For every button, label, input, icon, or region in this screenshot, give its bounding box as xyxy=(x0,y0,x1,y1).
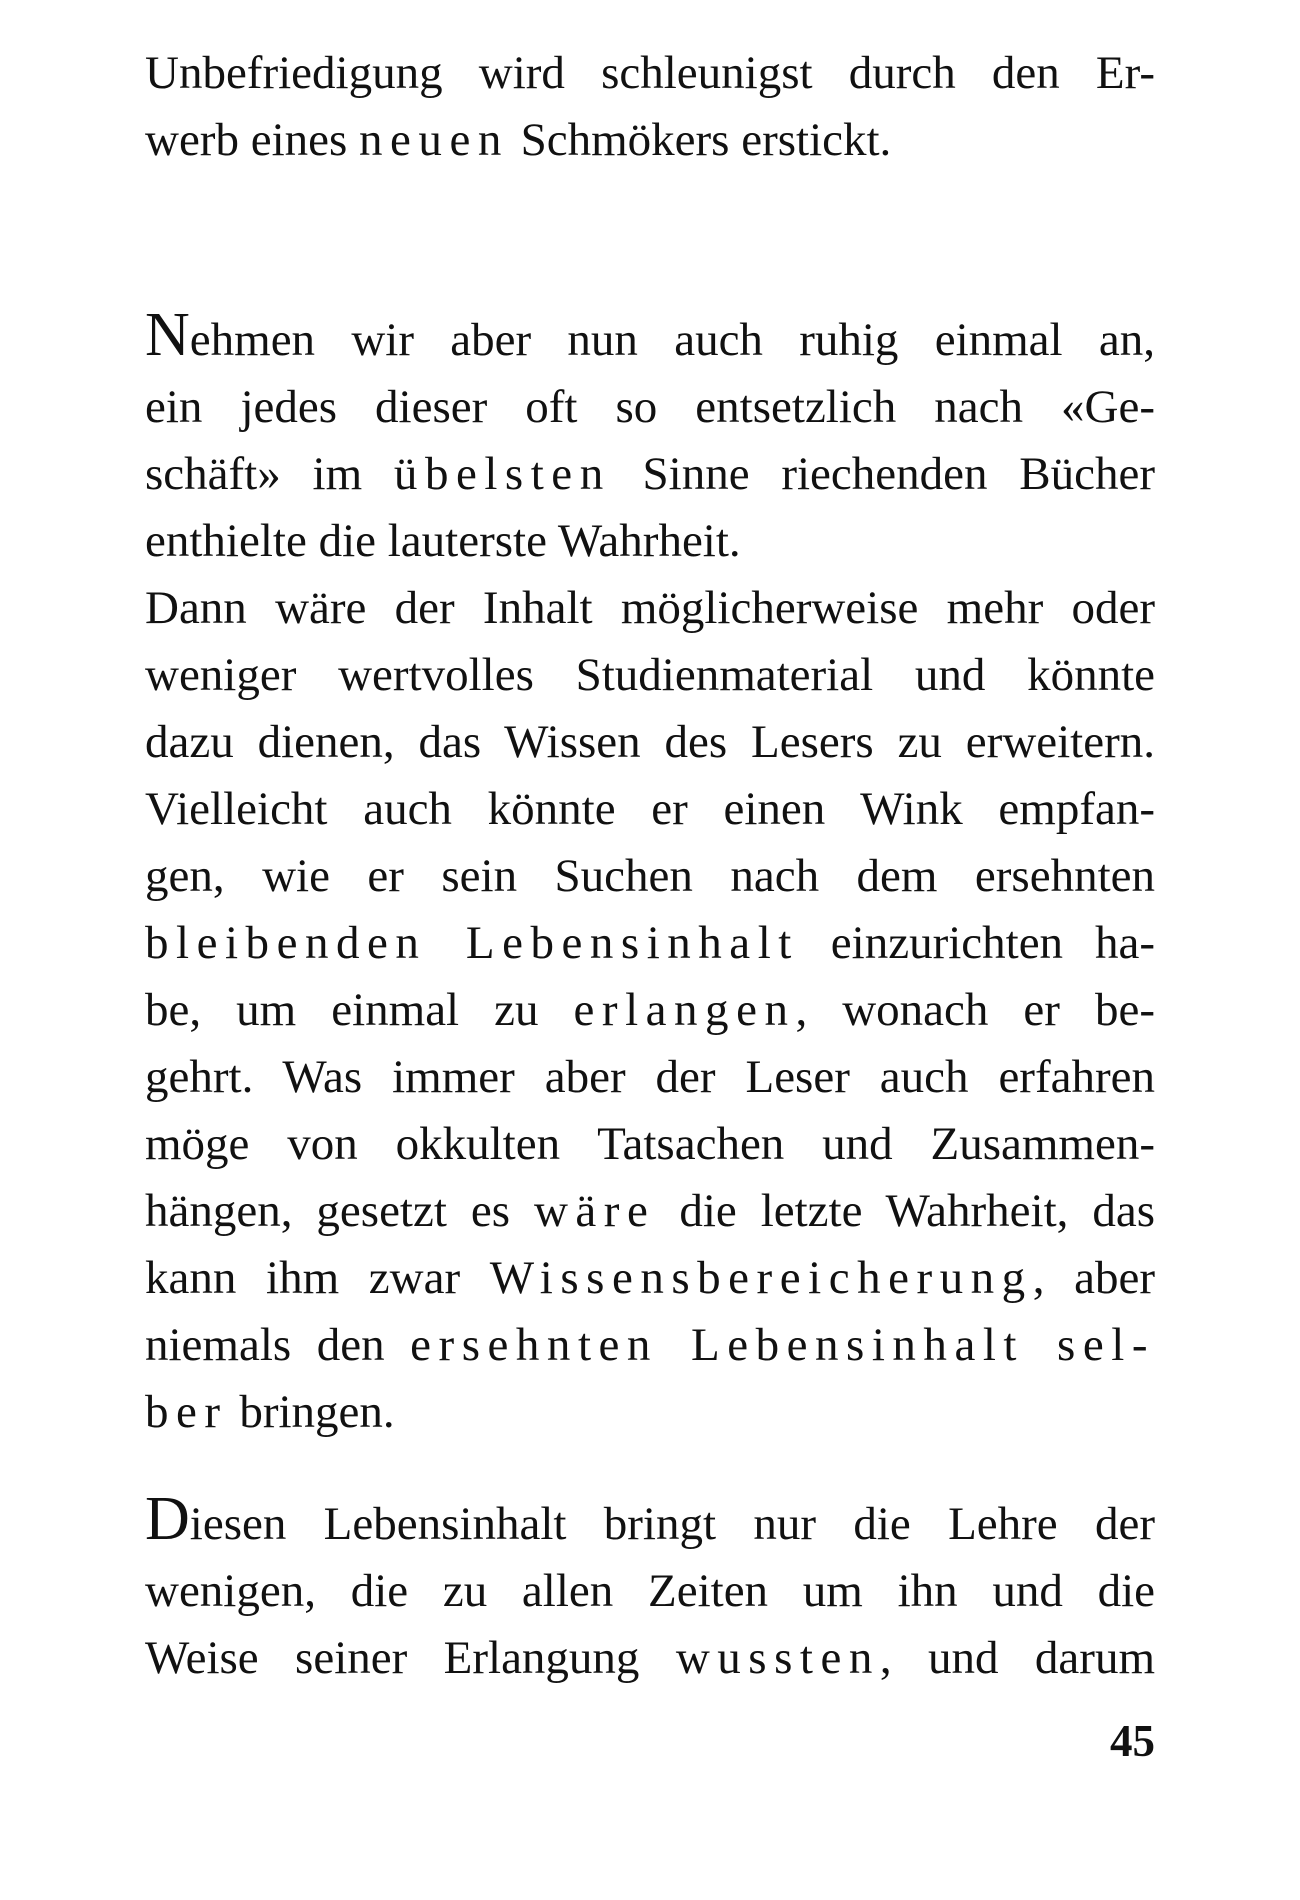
paragraph-dann xyxy=(145,575,1155,1446)
text-line: be, um einmal zu erlangen, wonach er be- xyxy=(145,984,1155,1036)
text-line: bleibenden Lebensinhalt einzurichten ha- xyxy=(145,917,1156,969)
text-line: ber bringen. xyxy=(145,1386,395,1438)
book-page xyxy=(145,40,1155,1692)
spaced-emphasis: wussten xyxy=(675,1632,880,1684)
paragraph-diesen xyxy=(145,1485,1156,1692)
text-line: wenigen, die zu allen Zeiten um ihn und die xyxy=(145,1565,1155,1617)
text-line: ein jedes dieser oft so entsetzlich nach «Ge- xyxy=(145,381,1155,433)
text-line: gen, wie er sein Suchen nach dem ersehnten xyxy=(145,850,1155,902)
text-line: Dann wäre der Inhalt möglicherweise mehr oder xyxy=(145,582,1155,634)
spaced-emphasis: wäre xyxy=(533,1185,656,1237)
text-line: niemals den ersehnten Lebensinhalt sel- xyxy=(145,1319,1155,1371)
text-line: Weise seiner Erlangung wussten, und darum xyxy=(145,1632,1156,1684)
page-number: 45 xyxy=(1110,1716,1155,1766)
text-line: möge von okkulten Tatsachen und Zusammen- xyxy=(145,1118,1155,1170)
text-line: enthielte die lauterste Wahrheit. xyxy=(145,515,741,567)
spaced-emphasis: ber xyxy=(145,1386,228,1438)
spaced-emphasis: bleibenden Lebensinhalt xyxy=(145,917,799,969)
text-line: weniger wertvolles Studienmaterial und könnte xyxy=(145,649,1155,701)
text-line: Vielleicht auch könnte er einen Wink empfan- xyxy=(145,783,1155,835)
paragraph-nehmen xyxy=(145,301,1156,575)
text-line: kann ihm zwar Wissensbereicherung, aber xyxy=(145,1252,1155,1304)
text-line: werb eines neuen Schmökers erstickt. xyxy=(145,114,892,166)
initial-capital: N xyxy=(145,301,190,369)
spaced-emphasis: Wissensbereicherung xyxy=(489,1252,1033,1304)
text-line: gehrt. Was immer aber der Leser auch erfahren xyxy=(145,1051,1155,1103)
text-line: Diesen Lebensinhalt bringt nur die Lehre der xyxy=(145,1485,1155,1553)
text-line: dazu dienen, das Wissen des Lesers zu erweitern. xyxy=(145,716,1155,768)
paragraph-continuation xyxy=(145,40,1155,174)
initial-capital: D xyxy=(145,1485,190,1553)
spaced-emphasis: erlangen xyxy=(573,984,796,1036)
spaced-emphasis: ersehnten Lebensinhalt sel- xyxy=(410,1319,1155,1371)
text-line: Nehmen wir aber nun auch ruhig einmal an, xyxy=(145,301,1155,369)
text-line: Unbefriedigung wird schleunigst durch den Er- xyxy=(145,47,1155,99)
spaced-emphasis: neuen xyxy=(359,114,509,166)
text-line: schäft» im übelsten Sinne riechenden Bücher xyxy=(145,448,1156,500)
text-line: hängen, gesetzt es wäre die letzte Wahrheit, das xyxy=(145,1185,1155,1237)
spaced-emphasis: übelsten xyxy=(393,448,611,500)
